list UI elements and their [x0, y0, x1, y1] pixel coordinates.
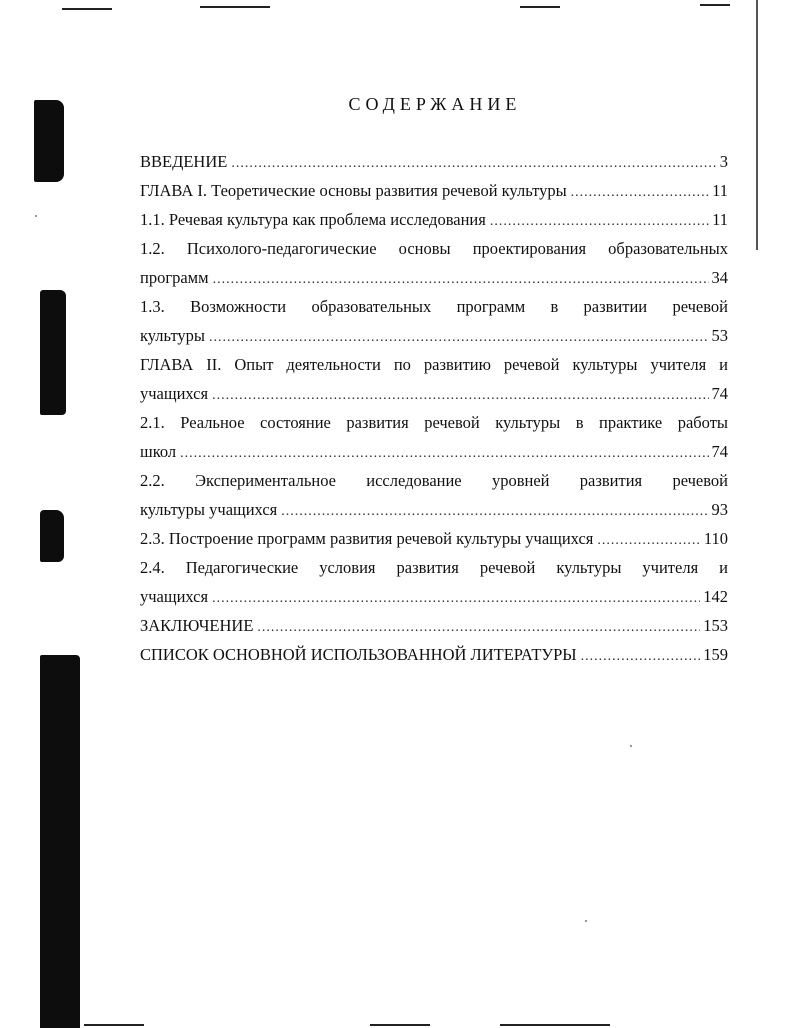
toc-page-number: 11	[712, 210, 728, 229]
toc-page-number: 74	[711, 384, 728, 403]
toc-entry-title: ВВЕДЕНИЕ	[140, 152, 228, 171]
toc-entry-title-cont: культуры	[140, 326, 206, 345]
toc-entry-introduction[interactable]	[140, 152, 728, 181]
toc-entry-title: 1.3. Возможности образовательных программ в развитии речевой	[140, 297, 728, 316]
toc-entry-title-cont: учащихся	[140, 587, 209, 606]
scan-speck	[35, 215, 37, 217]
toc-page-number: 53	[711, 326, 728, 345]
toc-leader-dots	[581, 649, 701, 665]
toc-leader-dots	[490, 214, 709, 230]
toc-leader-dots	[212, 388, 708, 404]
toc-entry-title: 1.2. Психолого-педагогические основы проектирования образовательных	[140, 239, 728, 258]
toc-entry-title: 2.2. Экспериментальное исследование уровней развития речевой	[140, 471, 728, 490]
page-title: СОДЕРЖАНИЕ	[348, 94, 522, 114]
toc-entry-chapter-2[interactable]	[140, 355, 728, 384]
scan-right-line	[756, 0, 758, 250]
toc-leader-dots	[209, 330, 708, 346]
scan-top-line-right	[520, 6, 560, 8]
toc-page-number: 74	[711, 442, 728, 461]
toc-leader-dots	[281, 504, 708, 520]
toc-entry-conclusion[interactable]	[140, 616, 728, 645]
toc-entry-section-2-3[interactable]	[140, 529, 728, 558]
scan-top-line-mid	[200, 6, 270, 8]
toc-leader-dots	[257, 620, 700, 636]
toc-entry-title: ЗАКЛЮЧЕНИЕ	[140, 616, 254, 635]
toc-entry-title-cont: школ	[140, 442, 177, 461]
scan-left-mark-3	[40, 510, 64, 562]
toc-entry-title: 2.1. Реальное состояние развития речевой культуры в практике работы	[140, 413, 728, 432]
toc-entry-title-cont: программ	[140, 268, 209, 287]
toc-entry-title: 2.4. Педагогические условия развития речевой культуры учителя и	[140, 558, 728, 577]
toc-entry-title: ГЛАВА II. Опыт деятельности по развитию речевой культуры учителя и	[140, 355, 728, 374]
toc-leader-dots	[597, 533, 700, 549]
toc-entry-section-2-2-cont[interactable]	[140, 500, 728, 529]
toc-entry-section-2-4-cont[interactable]	[140, 587, 728, 616]
toc-entry-section-1-2[interactable]	[140, 239, 728, 268]
toc-page-number: 3	[719, 152, 728, 171]
toc-entry-title-cont: учащихся	[140, 384, 209, 403]
toc-page-number: 142	[703, 587, 728, 606]
toc-entry-title-cont: культуры учащихся	[140, 500, 278, 519]
toc-entry-section-2-4[interactable]	[140, 558, 728, 587]
toc-entry-title: 1.1. Речевая культура как проблема исследования	[140, 210, 486, 229]
scan-left-mark-1	[34, 100, 64, 182]
toc-entry-section-2-1[interactable]	[140, 413, 728, 442]
toc-entry-chapter-2-cont[interactable]	[140, 384, 728, 413]
toc-entry-section-1-1[interactable]	[140, 210, 728, 239]
toc-entry-section-1-3-cont[interactable]	[140, 326, 728, 355]
toc-leader-dots	[180, 446, 708, 462]
toc-entry-title: ГЛАВА I. Теоретические основы развития речевой культуры	[140, 181, 567, 200]
scan-speck	[585, 920, 587, 922]
scan-bottom-line-left	[84, 1024, 144, 1026]
toc-entry-title: 2.3. Построение программ развития речевой культуры учащихся	[140, 529, 594, 548]
toc-page-number: 11	[712, 181, 728, 200]
toc-leader-dots	[571, 185, 709, 201]
toc-page-number: 34	[711, 268, 728, 287]
toc-entry-chapter-1[interactable]	[140, 181, 728, 210]
scan-bottom-line-right	[500, 1024, 610, 1026]
scan-speck	[630, 745, 632, 747]
toc-entry-bibliography[interactable]	[140, 645, 728, 674]
toc-page-number: 110	[703, 529, 728, 548]
scan-top-line-left	[62, 8, 112, 10]
scan-bottom-line-mid	[370, 1024, 430, 1026]
toc-leader-dots	[213, 272, 709, 288]
toc-entry-section-1-2-cont[interactable]	[140, 268, 728, 297]
toc-page-number: 93	[711, 500, 728, 519]
toc-leader-dots	[231, 156, 716, 172]
toc-entry-title: СПИСОК ОСНОВНОЙ ИСПОЛЬЗОВАННОЙ ЛИТЕРАТУРЫ	[140, 645, 577, 664]
toc-entry-section-2-1-cont[interactable]	[140, 442, 728, 471]
toc-entry-section-2-2[interactable]	[140, 471, 728, 500]
toc-entry-section-1-3[interactable]	[140, 297, 728, 326]
scan-left-mark-4	[40, 655, 80, 1028]
table-of-contents	[140, 152, 728, 674]
toc-leader-dots	[212, 591, 700, 607]
toc-page-number: 159	[703, 645, 728, 664]
scan-top-line-far	[700, 4, 730, 6]
toc-page-number: 153	[703, 616, 728, 635]
scan-left-mark-2	[40, 290, 66, 415]
